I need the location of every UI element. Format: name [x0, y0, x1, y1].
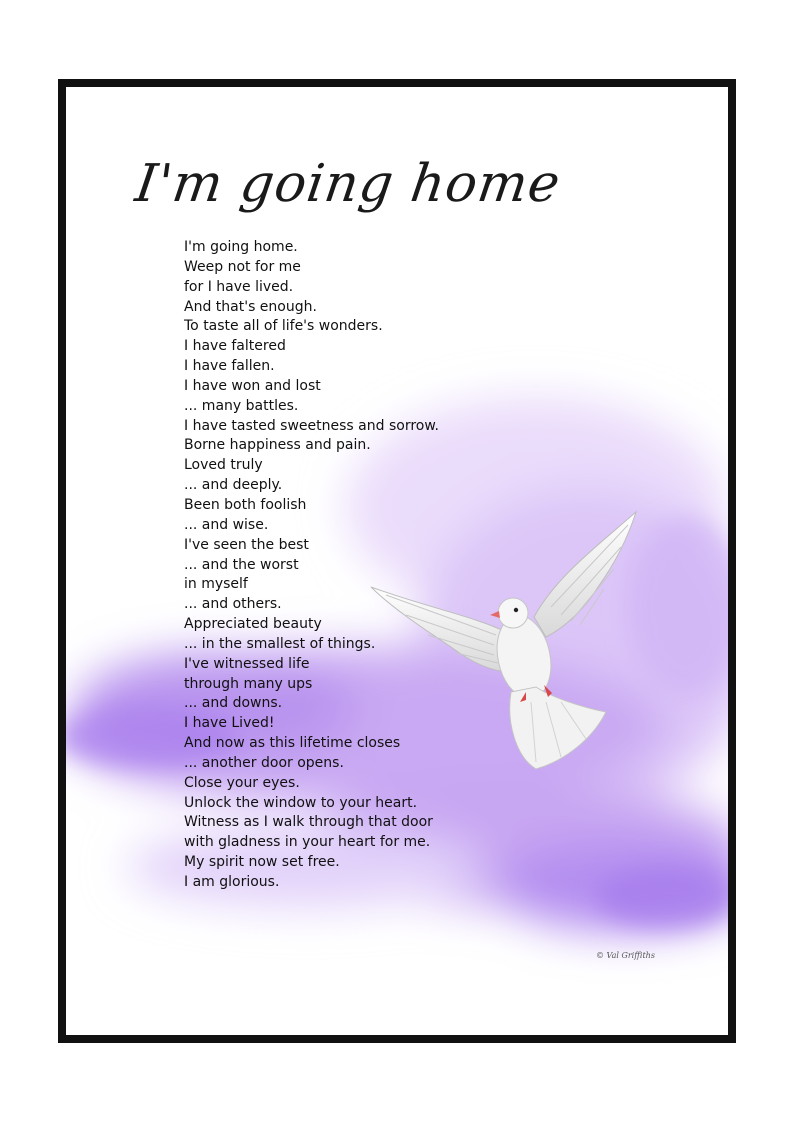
poem-line: I've witnessed life — [184, 655, 310, 672]
poem-line: ... and deeply. — [184, 477, 283, 494]
poem-line: Been both foolish — [184, 496, 307, 513]
poem-line: I have fallen. — [184, 358, 275, 375]
poem-line: Borne happiness and pain. — [184, 437, 371, 454]
poem-line: I have tasted sweetness and sorrow. — [184, 417, 439, 434]
poem-line: ... another door opens. — [184, 754, 344, 771]
poem-line: I've seen the best — [184, 536, 309, 553]
poem-line: ... and others. — [184, 596, 282, 613]
poem-line: through many ups — [184, 675, 313, 692]
poem-line: Witness as I walk through that door — [184, 814, 433, 831]
black-frame — [58, 79, 736, 1043]
poem-line: And now as this lifetime closes — [184, 735, 401, 752]
poem-line: Appreciated beauty — [184, 616, 322, 633]
poem-line: ... and wise. — [184, 516, 269, 533]
poem-line: ... and the worst — [184, 556, 299, 573]
poem-line: Close your eyes. — [184, 774, 300, 791]
poem-line: I am glorious. — [184, 874, 280, 890]
poem-line: I'm going home. — [184, 239, 298, 255]
poem-line: Unlock the window to your heart. — [184, 794, 418, 811]
poem-body — [184, 238, 439, 893]
poem-line: for I have lived. — [184, 278, 294, 295]
poem-line: I have won and lost — [184, 377, 321, 394]
copyright-credit: © Val Griffiths — [596, 951, 655, 960]
poem-line: I have faltered — [184, 338, 286, 355]
poem-line: ... and downs. — [184, 695, 283, 712]
poem-line: ... many battles. — [184, 397, 299, 414]
poem-line: with gladness in your heart for me. — [184, 834, 431, 851]
poem-title: I'm going home — [131, 154, 565, 214]
poem-line: in myself — [184, 576, 248, 593]
poem-line: And that's enough. — [184, 298, 317, 315]
poem-line: I have Lived! — [184, 715, 275, 732]
poem-line: My spirit now set free. — [184, 854, 340, 871]
poem-line: To taste all of life's wonders. — [184, 318, 383, 335]
poem-line: ... in the smallest of things. — [184, 635, 376, 652]
poem-line: Loved truly — [184, 457, 263, 474]
poem-line: Weep not for me — [184, 258, 301, 275]
